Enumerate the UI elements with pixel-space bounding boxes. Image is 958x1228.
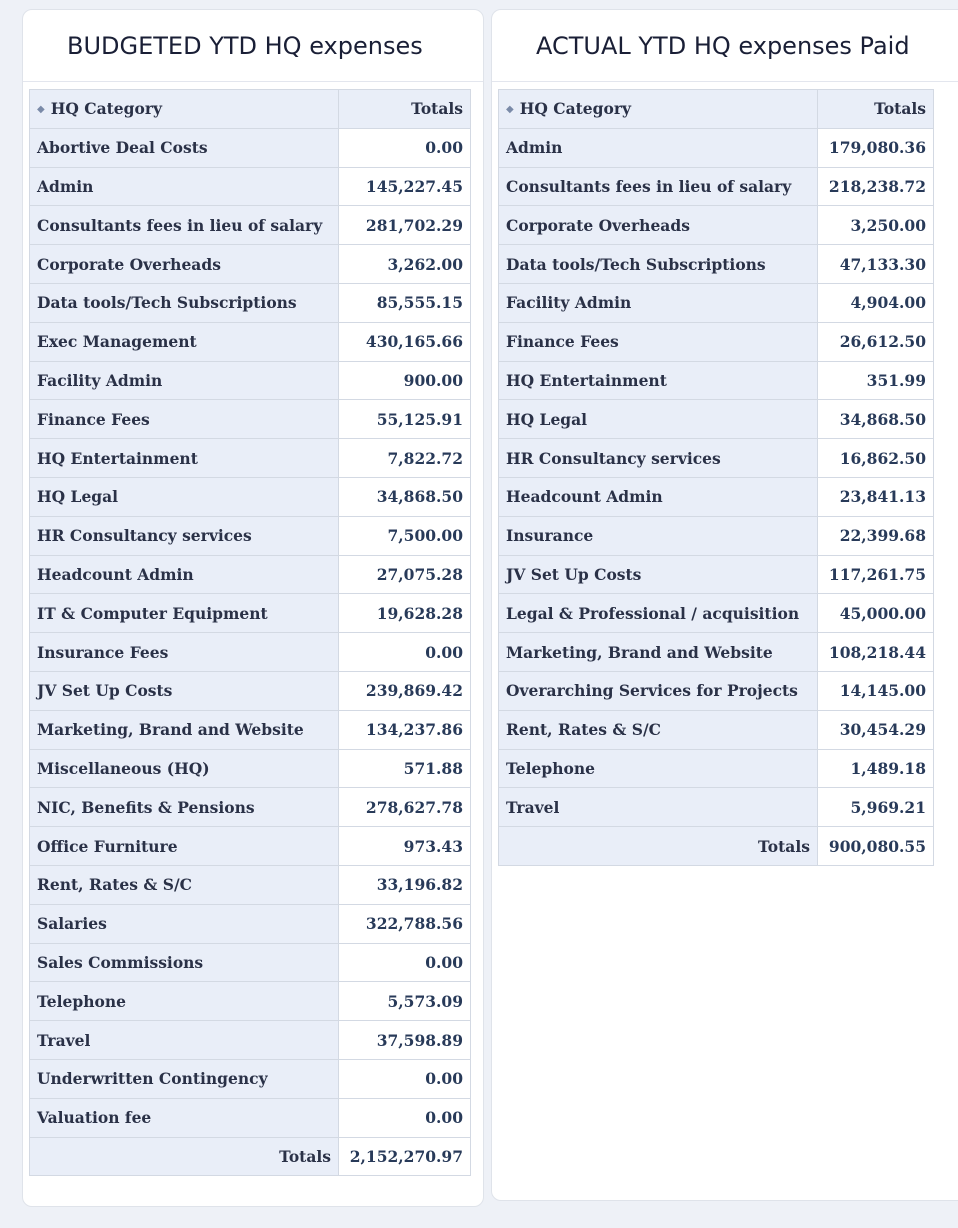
row-value: 973.43 [338, 827, 470, 866]
table-row [30, 206, 471, 245]
totals-value: 900,080.55 [817, 827, 933, 866]
actual-table-body [499, 128, 934, 865]
table-row [499, 749, 934, 788]
row-value: 5,969.21 [817, 788, 933, 827]
row-value: 45,000.00 [817, 594, 933, 633]
actual-col-category-label: HQ Category [519, 99, 631, 119]
row-value: 5,573.09 [338, 982, 470, 1021]
table-row [30, 439, 471, 478]
row-value: 179,080.36 [817, 128, 933, 167]
table-row [30, 400, 471, 439]
row-value: 7,500.00 [338, 516, 470, 555]
table-row [30, 865, 471, 904]
row-category: Abortive Deal Costs [30, 128, 339, 167]
table-row [499, 477, 934, 516]
row-value: 14,145.00 [817, 671, 933, 710]
row-category: Sales Commissions [30, 943, 339, 982]
row-category: HQ Entertainment [30, 439, 339, 478]
row-value: 0.00 [338, 943, 470, 982]
row-category: Consultants fees in lieu of salary [499, 167, 818, 206]
row-category: Admin [499, 128, 818, 167]
table-row [499, 167, 934, 206]
row-value: 322,788.56 [338, 904, 470, 943]
totals-label: Totals [499, 827, 818, 866]
row-value: 33,196.82 [338, 865, 470, 904]
totals-label: Totals [30, 1137, 339, 1176]
row-category: Facility Admin [30, 361, 339, 400]
row-value: 0.00 [338, 1059, 470, 1098]
budget-table-header [30, 90, 471, 129]
table-row [30, 516, 471, 555]
actual-table-header [499, 90, 934, 129]
row-value: 4,904.00 [817, 283, 933, 322]
row-value: 430,165.66 [338, 322, 470, 361]
row-category: Telephone [30, 982, 339, 1021]
table-row [30, 477, 471, 516]
table-row [30, 1021, 471, 1060]
row-category: Valuation fee [30, 1098, 339, 1137]
row-value: 3,262.00 [338, 245, 470, 284]
row-value: 85,555.15 [338, 283, 470, 322]
row-value: 239,869.42 [338, 671, 470, 710]
row-value: 34,868.50 [338, 477, 470, 516]
row-value: 3,250.00 [817, 206, 933, 245]
row-category: Corporate Overheads [499, 206, 818, 245]
table-row [30, 128, 471, 167]
budget-card [22, 9, 484, 1207]
row-category: JV Set Up Costs [499, 555, 818, 594]
table-row [30, 749, 471, 788]
table-row [499, 361, 934, 400]
row-value: 0.00 [338, 128, 470, 167]
row-category: NIC, Benefits & Pensions [30, 788, 339, 827]
row-category: Insurance [499, 516, 818, 555]
table-row [30, 594, 471, 633]
table-row [30, 710, 471, 749]
row-category: Headcount Admin [499, 477, 818, 516]
row-value: 134,237.86 [338, 710, 470, 749]
table-row [30, 1098, 471, 1137]
table-row [499, 594, 934, 633]
actual-table [498, 89, 934, 866]
row-category: Finance Fees [499, 322, 818, 361]
row-category: Headcount Admin [30, 555, 339, 594]
table-row [30, 788, 471, 827]
row-category: Rent, Rates & S/C [499, 710, 818, 749]
row-category: HR Consultancy services [30, 516, 339, 555]
table-row [499, 322, 934, 361]
row-value: 19,628.28 [338, 594, 470, 633]
actual-card [491, 9, 958, 1201]
row-category: Admin [30, 167, 339, 206]
totals-value: 2,152,270.97 [338, 1137, 470, 1176]
table-row [499, 245, 934, 284]
row-category: Legal & Professional / acquisition [499, 594, 818, 633]
row-category: Telephone [499, 749, 818, 788]
row-category: Underwritten Contingency [30, 1059, 339, 1098]
row-category: Marketing, Brand and Website [499, 633, 818, 672]
actual-col-totals[interactable]: Totals [817, 90, 933, 129]
table-row [499, 439, 934, 478]
budget-card-title: BUDGETED YTD HQ expenses [23, 10, 483, 82]
table-row [30, 982, 471, 1021]
row-category: Insurance Fees [30, 633, 339, 672]
row-category: Data tools/Tech Subscriptions [499, 245, 818, 284]
row-value: 23,841.13 [817, 477, 933, 516]
actual-col-category[interactable] [499, 90, 818, 129]
table-row [30, 1059, 471, 1098]
table-row [499, 128, 934, 167]
row-category: IT & Computer Equipment [30, 594, 339, 633]
budget-col-category[interactable] [30, 90, 339, 129]
row-category: Rent, Rates & S/C [30, 865, 339, 904]
table-row [30, 827, 471, 866]
row-value: 7,822.72 [338, 439, 470, 478]
row-value: 108,218.44 [817, 633, 933, 672]
table-row [30, 283, 471, 322]
row-category: Office Furniture [30, 827, 339, 866]
budget-col-totals[interactable]: Totals [338, 90, 470, 129]
row-value: 26,612.50 [817, 322, 933, 361]
row-value: 0.00 [338, 633, 470, 672]
row-value: 0.00 [338, 1098, 470, 1137]
table-row [30, 322, 471, 361]
row-category: HQ Legal [499, 400, 818, 439]
row-category: JV Set Up Costs [30, 671, 339, 710]
table-row [30, 167, 471, 206]
table-row [30, 555, 471, 594]
table-row [499, 400, 934, 439]
row-value: 22,399.68 [817, 516, 933, 555]
table-row [499, 671, 934, 710]
row-value: 16,862.50 [817, 439, 933, 478]
budget-table-body [30, 128, 471, 1176]
table-row [30, 671, 471, 710]
table-row [499, 516, 934, 555]
row-category: Miscellaneous (HQ) [30, 749, 339, 788]
sort-icon[interactable]: ◆ [37, 104, 45, 116]
sort-icon[interactable]: ◆ [506, 104, 514, 116]
row-value: 27,075.28 [338, 555, 470, 594]
row-value: 218,238.72 [817, 167, 933, 206]
table-row [30, 361, 471, 400]
table-row [30, 943, 471, 982]
row-value: 145,227.45 [338, 167, 470, 206]
row-category: Marketing, Brand and Website [30, 710, 339, 749]
row-value: 278,627.78 [338, 788, 470, 827]
row-value: 117,261.75 [817, 555, 933, 594]
row-value: 281,702.29 [338, 206, 470, 245]
row-category: Consultants fees in lieu of salary [30, 206, 339, 245]
table-row [30, 245, 471, 284]
row-category: HR Consultancy services [499, 439, 818, 478]
row-category: Corporate Overheads [30, 245, 339, 284]
totals-row [499, 827, 934, 866]
row-value: 351.99 [817, 361, 933, 400]
table-row [499, 555, 934, 594]
row-value: 37,598.89 [338, 1021, 470, 1060]
row-value: 1,489.18 [817, 749, 933, 788]
row-category: Exec Management [30, 322, 339, 361]
row-category: Overarching Services for Projects [499, 671, 818, 710]
table-row [30, 904, 471, 943]
row-value: 30,454.29 [817, 710, 933, 749]
row-value: 571.88 [338, 749, 470, 788]
row-category: Travel [499, 788, 818, 827]
actual-card-title: ACTUAL YTD HQ expenses Paid [492, 10, 958, 82]
row-category: Data tools/Tech Subscriptions [30, 283, 339, 322]
row-value: 47,133.30 [817, 245, 933, 284]
table-row [499, 633, 934, 672]
row-category: Travel [30, 1021, 339, 1060]
table-row [499, 710, 934, 749]
budget-table [29, 89, 471, 1176]
row-value: 55,125.91 [338, 400, 470, 439]
row-category: Finance Fees [30, 400, 339, 439]
table-row [30, 633, 471, 672]
row-category: Facility Admin [499, 283, 818, 322]
row-category: HQ Entertainment [499, 361, 818, 400]
row-value: 34,868.50 [817, 400, 933, 439]
row-value: 900.00 [338, 361, 470, 400]
table-row [499, 283, 934, 322]
totals-row [30, 1137, 471, 1176]
row-category: HQ Legal [30, 477, 339, 516]
row-category: Salaries [30, 904, 339, 943]
table-row [499, 206, 934, 245]
budget-col-category-label: HQ Category [50, 99, 162, 119]
table-row [499, 788, 934, 827]
